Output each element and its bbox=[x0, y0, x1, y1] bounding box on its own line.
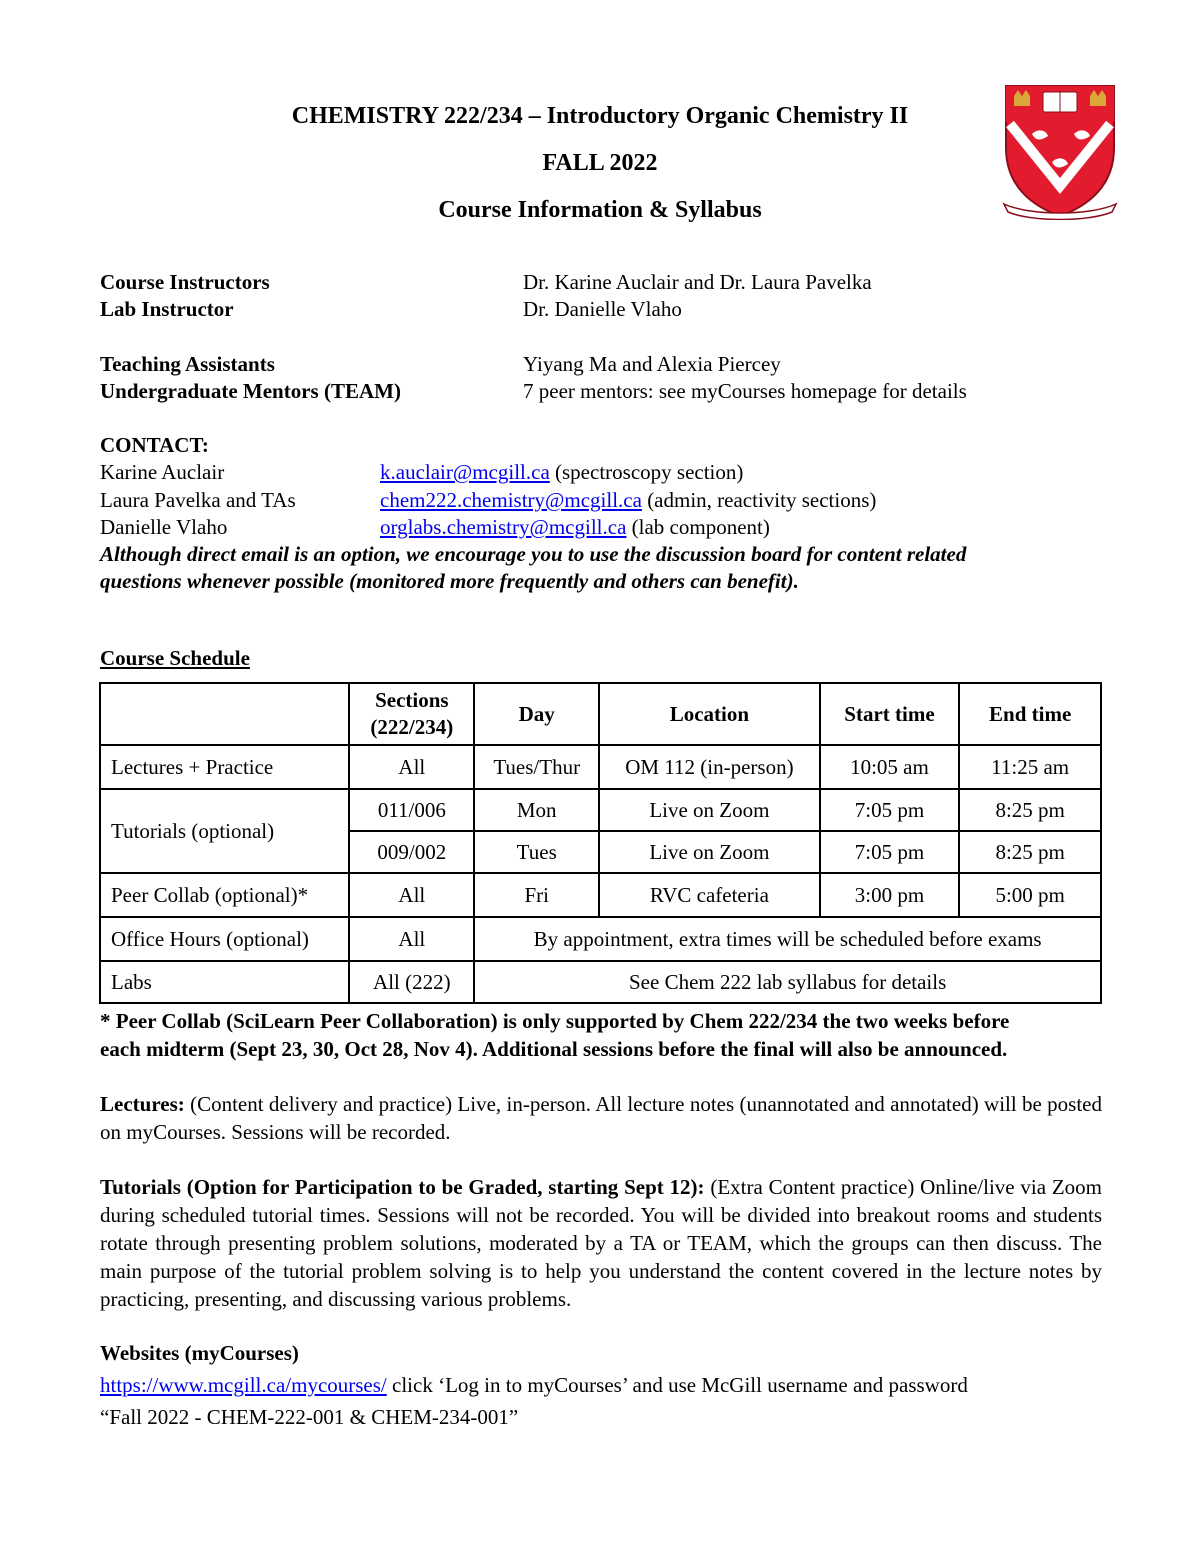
header-start-time: Start time bbox=[820, 683, 960, 745]
row-label-tutorials: Tutorials (optional) bbox=[100, 789, 349, 873]
header-sections-line2: (222/234) bbox=[370, 715, 454, 739]
email-link-chem222[interactable]: chem222.chemistry@mcgill.ca bbox=[380, 488, 642, 512]
header-sections-line1: Sections bbox=[375, 688, 449, 712]
cell-sections: 011/006 bbox=[349, 789, 474, 831]
cell-end: 8:25 pm bbox=[959, 831, 1101, 873]
cell-location: OM 112 (in-person) bbox=[599, 745, 819, 789]
table-row bbox=[100, 961, 1101, 1003]
ta-label: Teaching Assistants bbox=[100, 352, 275, 376]
tutorials-text: (Extra Content practice) Online/live via Zoom during scheduled tutorial times. Sessions will not be recorded. You will be divided into breakout rooms and students rotate through presenting problem solutions, moderated by a TA or TEAM, which the groups can then discuss. The main purpose of the tutorial problem solving is to help you understand the content covered in the lecture notes by practicing, presenting, and discussing various problems. bbox=[100, 1175, 1102, 1311]
header-day: Day bbox=[474, 683, 599, 745]
cell-location: Live on Zoom bbox=[599, 831, 819, 873]
contact-note-auclair: (spectroscopy section) bbox=[549, 460, 744, 484]
syllabus-title: Course Information & Syllabus bbox=[438, 197, 762, 223]
lab-instructor-label: Lab Instructor bbox=[100, 297, 234, 321]
ta-value: Yiyang Ma and Alexia Piercey bbox=[523, 352, 781, 376]
header-location: Location bbox=[599, 683, 819, 745]
lectures-paragraph bbox=[100, 1090, 1102, 1146]
cell-sections: 009/002 bbox=[349, 831, 474, 873]
table-row bbox=[100, 917, 1101, 961]
table-row bbox=[100, 745, 1101, 789]
row-label-lectures: Lectures + Practice bbox=[100, 745, 349, 789]
cell-day: Mon bbox=[474, 789, 599, 831]
peer-collab-footnote-line1: * Peer Collab (SciLearn Peer Collaboration) is only supported by Chem 222/234 the two weeks before bbox=[100, 1009, 1010, 1033]
mentors-label: Undergraduate Mentors (TEAM) bbox=[100, 379, 401, 403]
cell-day: Tues bbox=[474, 831, 599, 873]
table-header-row bbox=[100, 683, 1101, 745]
cell-start: 10:05 am bbox=[820, 745, 960, 789]
contact-name-pavelka: Laura Pavelka and TAs bbox=[100, 488, 296, 512]
row-label-peer-collab: Peer Collab (optional)* bbox=[100, 873, 349, 917]
discussion-notice-line2: questions whenever possible (monitored more frequently and others can benefit). bbox=[100, 569, 799, 593]
cell-start: 7:05 pm bbox=[820, 831, 960, 873]
websites-line bbox=[100, 1372, 968, 1398]
schedule-heading: Course Schedule bbox=[100, 646, 250, 670]
email-link-auclair[interactable]: k.auclair@mcgill.ca bbox=[380, 460, 550, 484]
lectures-text: (Content delivery and practice) Live, in-person. All lecture notes (unannotated and annotated) will be posted on myCourses. Sessions will be recorded. bbox=[100, 1092, 1102, 1144]
header-blank-cell bbox=[100, 683, 349, 745]
contact-line-auclair bbox=[380, 459, 743, 485]
cell-sections: All bbox=[349, 745, 474, 789]
contact-line-vlaho bbox=[380, 514, 770, 540]
term-title: FALL 2022 bbox=[542, 150, 658, 176]
tutorials-label: Tutorials (Option for Participation to be Graded, starting Sept 12): bbox=[100, 1175, 705, 1199]
header-sections bbox=[349, 683, 474, 745]
instructors-label: Course Instructors bbox=[100, 270, 270, 294]
cell-start: 7:05 pm bbox=[820, 789, 960, 831]
contact-note-vlaho: (lab component) bbox=[626, 515, 770, 539]
contact-name-vlaho: Danielle Vlaho bbox=[100, 515, 228, 539]
row-label-labs: Labs bbox=[100, 961, 349, 1003]
instructors-value: Dr. Karine Auclair and Dr. Laura Pavelka bbox=[523, 270, 872, 294]
cell-end: 8:25 pm bbox=[959, 789, 1101, 831]
contact-note-pavelka: (admin, reactivity sections) bbox=[641, 488, 877, 512]
row-label-office-hours: Office Hours (optional) bbox=[100, 917, 349, 961]
schedule-table bbox=[99, 682, 1102, 1004]
contact-line-pavelka bbox=[380, 487, 876, 513]
cell-sections: All bbox=[349, 873, 474, 917]
cell-location: Live on Zoom bbox=[599, 789, 819, 831]
mycourses-link[interactable]: https://www.mcgill.ca/mycourses/ bbox=[100, 1373, 387, 1397]
cell-end: 11:25 am bbox=[959, 745, 1101, 789]
contact-name-auclair: Karine Auclair bbox=[100, 460, 225, 484]
cell-labs-details: See Chem 222 lab syllabus for details bbox=[474, 961, 1101, 1003]
websites-instruction: click ‘Log in to myCourses’ and use McGill username and password bbox=[386, 1373, 968, 1397]
header-end-time: End time bbox=[959, 683, 1101, 745]
cell-sections: All (222) bbox=[349, 961, 474, 1003]
table-row bbox=[100, 873, 1101, 917]
email-link-orglabs[interactable]: orglabs.chemistry@mcgill.ca bbox=[380, 515, 627, 539]
mentors-value: 7 peer mentors: see myCourses homepage for details bbox=[523, 379, 967, 403]
websites-heading: Websites (myCourses) bbox=[100, 1341, 299, 1365]
cell-office-details: By appointment, extra times will be scheduled before exams bbox=[474, 917, 1101, 961]
lab-instructor-value: Dr. Danielle Vlaho bbox=[523, 297, 682, 321]
course-name: “Fall 2022 - CHEM-222-001 & CHEM-234-001” bbox=[100, 1405, 519, 1429]
table-row bbox=[100, 789, 1101, 831]
contact-heading: CONTACT: bbox=[100, 433, 209, 457]
cell-day: Tues/Thur bbox=[474, 745, 599, 789]
discussion-notice-line1: Although direct email is an option, we encourage you to use the discussion board for content related bbox=[100, 542, 967, 566]
cell-location: RVC cafeteria bbox=[599, 873, 819, 917]
lectures-label: Lectures: bbox=[100, 1092, 185, 1116]
peer-collab-footnote-line2: each midterm (Sept 23, 30, Oct 28, Nov 4). Additional sessions before the final will also be announced. bbox=[100, 1037, 1008, 1061]
cell-sections: All bbox=[349, 917, 474, 961]
cell-start: 3:00 pm bbox=[820, 873, 960, 917]
tutorials-paragraph bbox=[100, 1173, 1102, 1313]
cell-end: 5:00 pm bbox=[959, 873, 1101, 917]
course-title: CHEMISTRY 222/234 – Introductory Organic Chemistry II bbox=[291, 103, 909, 129]
cell-day: Fri bbox=[474, 873, 599, 917]
